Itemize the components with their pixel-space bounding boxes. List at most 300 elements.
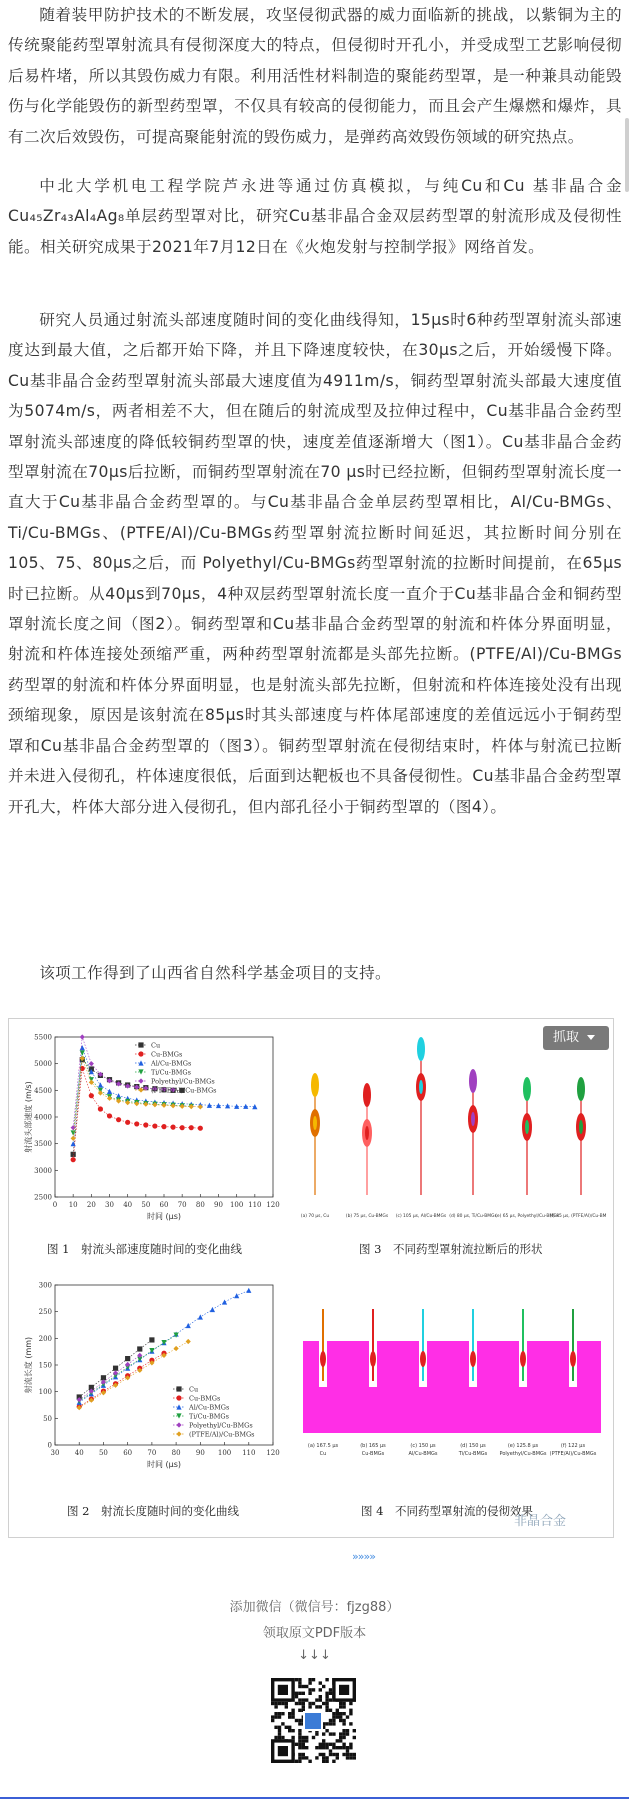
jet-head [311,1073,319,1097]
qr-module [319,1698,322,1701]
x-tick-label: 100 [217,1449,232,1457]
penetration-label: (e) 125.8 μs [507,1443,539,1449]
qr-module [339,1739,342,1742]
qr-module [336,1712,339,1715]
fig3-caption: 图 3 不同药型罩射流拉断后的形状 [359,1242,543,1256]
jet-4 [495,1077,559,1219]
qr-module [349,1702,352,1705]
series-line [79,1355,140,1399]
x-tick-label: 90 [195,1449,205,1457]
qr-module [325,1695,328,1698]
qr-module [329,1719,332,1722]
qr-module [298,1729,301,1732]
qr-module [319,1681,322,1684]
qr-module [298,1722,301,1725]
penetration-label: (f) 122 μs [560,1443,586,1449]
qr-module [329,1732,332,1735]
qr-module [339,1712,342,1715]
legend-label: Cu-BMGs [151,1050,183,1059]
y-tick-label: 3000 [34,1166,52,1175]
data-point [186,1323,191,1328]
qr-module [305,1739,308,1742]
qr-module [278,1729,281,1732]
qr-module [342,1732,345,1735]
qr-module [329,1688,332,1691]
qr-module [278,1726,281,1729]
legend-label: Al/Cu-BMGs [189,1403,230,1412]
qr-module [339,1715,342,1718]
qr-module [332,1722,335,1725]
qr-module [308,1760,311,1763]
legend-label: Ti/Cu-BMGs [151,1068,191,1077]
qr-module [353,1753,356,1756]
qr-module [298,1702,301,1705]
qr-module [322,1702,325,1705]
fig3-panel [301,1035,606,1230]
jet-label: (e) 65 μs, Polyethyl/Cu-BMGs [495,1214,559,1219]
x-tick-label: 120 [266,1201,280,1209]
qr-module [322,1685,325,1688]
qr-module [291,1736,294,1739]
qr-module [271,1715,274,1718]
fig4-panel [301,1289,606,1479]
qr-module [285,1705,288,1708]
data-point [89,1061,94,1066]
jet-label: (a) 70 μs, Cu [301,1214,330,1219]
penetration-label: Cu [319,1451,327,1457]
qr-module [336,1756,339,1759]
data-point [116,1117,121,1122]
qr-module [302,1702,305,1705]
qr-module [332,1719,335,1722]
qr-module [346,1732,349,1735]
article-paragraph-3: 研究人员通过射流头部速度随时间的变化曲线得知，15μs时6种药型罩射流头部速度达到最大值，之后都开始下降，并且下降速度较快，在30μs之后，开始缓慢下降。Cu基非晶合金药型罩射流头部最大速度值为4911m/s，铜药型罩射流头部最大速度值为5074m/s，两者相差不大，但在随后的射流成型及拉伸过程中，Cu基非晶合金药型罩射流头部速度的降低较铜药型罩的快，速度差值逐渐增大（图1）。Cu基非晶合金药型罩射流在70μs后拉断，而铜药型罩射流在70 μs时已经拉断，但铜药型罩射流长度一直大于Cu基非晶合金药型罩的。与Cu基非晶合金单层药型罩相比，Al/Cu-BMGs、Ti/Cu-BMGs、(PTFE/Al)/Cu-BMGs药型罩射流拉断时间延迟，其拉断时间分别在105、75、80μs之后，而 Polyethyl/Cu-BMGs药型罩射流的拉断时间提前，在65μs时已拉断。从40μs到70μs，4种双层药型罩射流长度一直介于Cu基非晶合金和铜药型罩射流长度之间（图2）。铜药型罩和Cu基非晶合金药型罩的射流和杵体分界面明显，射流和杵体连接处颈缩严重，两种药型罩射流都是头部先拉断。(PTFE/Al)/Cu-BMGs药型罩的射流和杵体分界面明显，也是射流头部先拉断，但射流和杵体连接处没有出现颈缩现象，原因是该射流在85μs时其头部速度与杵体尾部速度的差值远远小于铜药型罩和Cu基非晶合金药型罩的（图3）。铜药型罩射流在侵彻结束时，杵体与射流已拉断并未进入侵彻孔，杵体速度很低，后面到达靶板也不具备侵彻性。Cu基非晶合金药型罩开孔大，杵体大部分进入侵彻孔，但内部孔径小于铜药型罩的（图4）。 [8,311,622,816]
jet-label: (d) 80 μs, Ti/Cu-BMGs [449,1214,497,1219]
qr-module [285,1726,288,1729]
jet-2 [396,1037,447,1219]
y-tick-label: 250 [38,1308,52,1317]
qr-module [312,1736,315,1739]
fig2-caption: 图 2 射流长度随时间的变化曲线 [67,1504,239,1518]
data-point [198,1126,203,1131]
qr-finder-core [339,1685,349,1695]
pdf-download-text: 领取原文PDF版本 [262,1626,367,1641]
qr-module [329,1692,332,1695]
qr-module [302,1685,305,1688]
qr-module [298,1685,301,1688]
qr-module [298,1753,301,1756]
jet-core [313,1116,317,1130]
y-tick-label: 50 [43,1414,52,1423]
series-line [79,1342,188,1408]
qr-module [298,1732,301,1735]
qr-module [302,1743,305,1746]
y-tick-label: 100 [38,1388,52,1397]
watermark: 非晶合金 [514,1514,567,1529]
qr-module [308,1678,311,1681]
x-tick-label: 90 [214,1201,223,1209]
qr-module [342,1702,345,1705]
qr-module [295,1692,298,1695]
qr-module [322,1746,325,1749]
jet-core [525,1120,529,1134]
y-tick-label: 150 [38,1361,52,1370]
qr-module [295,1678,298,1681]
qr-module [298,1743,301,1746]
qr-module [353,1756,356,1759]
x-tick-label: 50 [141,1201,151,1209]
x-tick-label: 70 [147,1449,157,1457]
qr-module [315,1698,318,1701]
qr-module [325,1692,328,1695]
data-point [107,1113,112,1118]
jet-0 [301,1073,329,1219]
data-point [71,1152,76,1157]
qr-module [325,1702,328,1705]
qr-module [305,1756,308,1759]
qr-module [342,1722,345,1725]
qr-module [302,1753,305,1756]
chevron-down-icon [587,1035,595,1040]
qr-module [298,1692,301,1695]
data-point [89,1093,94,1098]
x-axis-label: 时间 (μs) [146,1212,182,1221]
qr-module [308,1702,311,1705]
qr-module [308,1705,311,1708]
qr-module [325,1705,328,1708]
qr-module [319,1688,322,1691]
qr-module [342,1736,345,1739]
qr-module [291,1712,294,1715]
qr-module [288,1712,291,1715]
qr-module [329,1753,332,1756]
qr-module [274,1712,277,1715]
data-point [113,1370,118,1375]
qr-module [285,1702,288,1705]
qr-module [332,1732,335,1735]
qr-module [278,1712,281,1715]
qr-module [332,1712,335,1715]
article-paragraph-1: 随着装甲防护技术的不断发展，攻坚侵彻武器的威力面临新的挑战，以紫铜为主的传统聚能药型罩射流具有侵彻深度大的特点，但侵彻时开孔小，并受成型工艺影响侵彻后易杵堵，所以其毁伤威力有限。利用活性材料制造的聚能药型罩，是一种兼具动能毁伤与化学能毁伤的新型药型罩，不仅具有较高的侵彻能力，而且会产生爆燃和爆炸，具有二次后效毁伤，可提高聚能射流的毁伤威力，是弹药高效毁伤领域的研究热点。 [8,6,622,146]
qr-module [308,1692,311,1695]
data-point [113,1366,118,1371]
bottom-divider [0,1797,629,1799]
qr-module [319,1746,322,1749]
qr-module [346,1749,349,1752]
qr-module [278,1715,281,1718]
qr-module [339,1705,342,1708]
grab-label: 抓取 [553,1030,580,1045]
fig1-panel [23,1029,283,1229]
penetration-label: Ti/Cu-BMGs [458,1451,488,1457]
qr-module [325,1709,328,1712]
figure-image[interactable] [8,1018,614,1538]
qr-module [305,1685,308,1688]
data-point [198,1314,203,1319]
target-plate [303,1341,601,1433]
qr-module [298,1719,301,1722]
x-axis-label: 时间 (μs) [146,1460,182,1469]
data-point [143,1122,148,1127]
qr-module [319,1695,322,1698]
divider-arrows: »»»» [352,1550,375,1563]
legend-marker [138,1051,143,1056]
legend-label: Ti/Cu-BMGs [189,1412,229,1421]
jet-head [417,1037,425,1061]
down-arrows: ↓↓↓ [298,1648,331,1663]
qr-module [349,1722,352,1725]
data-point [80,1045,85,1050]
qr-module [336,1746,339,1749]
qr-module [349,1743,352,1746]
qr-module [315,1746,318,1749]
penetration-slug [320,1351,326,1367]
qr-module [305,1736,308,1739]
qr-module [349,1753,352,1756]
qr-module [322,1743,325,1746]
jet-1 [346,1083,389,1219]
qr-module [342,1712,345,1715]
x-tick-label: 70 [177,1201,187,1209]
qr-module [281,1736,284,1739]
qr-module [325,1698,328,1701]
legend-marker [138,1078,143,1083]
qr-module [312,1678,315,1681]
qr-module [342,1743,345,1746]
qr-module [315,1705,318,1708]
article-paragraph-4: 该项工作得到了山西省自然科学基金项目的支持。 [39,964,392,982]
qr-module [298,1756,301,1759]
qr-module [288,1729,291,1732]
data-point [180,1125,185,1130]
qr-module [295,1719,298,1722]
qr-module [325,1722,328,1725]
jet-core [365,1126,369,1140]
qr-module [274,1702,277,1705]
data-point [125,1356,130,1361]
penetration-slug [470,1351,476,1367]
legend-label: (PTFE/Al)/Cu-BMGs [189,1430,255,1439]
qr-module [315,1756,318,1759]
y-tick-label: 5500 [34,1033,52,1042]
qr-code-image [268,1670,358,1770]
jet-head [577,1077,585,1101]
qr-module [302,1746,305,1749]
legend-label: Polyethyl/Cu-BMGs [189,1421,253,1430]
qr-module [281,1712,284,1715]
jet-core [579,1120,583,1134]
qr-module [298,1739,301,1742]
penetration-slug [520,1351,526,1367]
y-tick-label: 4500 [34,1086,52,1095]
qr-module [322,1760,325,1763]
qr-module [302,1692,305,1695]
legend-marker [176,1431,181,1436]
fig1-caption: 图 1 射流头部速度随时间的变化曲线 [47,1242,242,1256]
qr-module [342,1746,345,1749]
x-tick-label: 40 [74,1449,84,1457]
qr-module [332,1760,335,1763]
y-tick-label: 2500 [34,1193,52,1202]
fig4-caption: 图 4 不同药型罩射流的侵彻效果 [361,1504,533,1518]
x-tick-label: 110 [242,1449,256,1457]
x-tick-label: 60 [159,1201,169,1209]
penetration-slug [420,1351,426,1367]
qr-module [349,1756,352,1759]
data-point [149,1337,154,1342]
y-tick-label: 0 [47,1441,52,1450]
legend-label: Polyethyl/Cu-BMGs [151,1077,215,1086]
legend-label: Al/Cu-BMGs [151,1059,192,1068]
qr-module [278,1732,281,1735]
qr-module [339,1702,342,1705]
grab-button[interactable] [543,1026,609,1050]
fig2-panel [23,1277,283,1477]
x-tick-label: 40 [123,1201,133,1209]
qr-module [336,1715,339,1718]
y-tick-label: 300 [38,1281,52,1290]
qr-module [336,1753,339,1756]
qr-module [342,1719,345,1722]
qr-logo [304,1712,322,1730]
qr-module [336,1709,339,1712]
legend-label: (PTFE/Al)/Cu-BMGs [151,1086,217,1095]
qr-module [322,1739,325,1742]
x-tick-label: 20 [86,1201,96,1209]
scrollbar[interactable] [625,118,629,192]
data-point [71,1125,76,1130]
x-tick-label: 80 [195,1201,205,1209]
qr-module [274,1705,277,1708]
legend-marker [176,1422,181,1427]
jet-label: (b) 75 μs, Cu-BMGs [345,1214,389,1219]
penetration-label: (a) 167.5 μs [307,1443,339,1449]
penetration-label: Polyethyl/Cu-BMGs [499,1451,547,1457]
qr-module [325,1756,328,1759]
qr-module [305,1698,308,1701]
data-point [80,1034,85,1039]
qr-module [274,1715,277,1718]
data-point [246,1288,251,1293]
penetration-label: Cu-BMGs [361,1451,385,1457]
x-tick-label: 30 [50,1449,60,1457]
legend-label: Cu [151,1041,161,1050]
qr-finder-core [278,1746,288,1756]
qr-module [308,1681,311,1684]
article-paragraph-2: 中北大学机电工程学院芦永进等通过仿真模拟，与纯Cu和Cu 基非晶合金Cu₄₅Zr₄₃Al₄Ag₈单层药型罩对比，研究Cu基非晶合金双层药型罩的射流形成及侵彻性能。相关研究成果于2021年7月12日在《火炮发射与控制学报》网络首发。 [8,177,622,256]
series-3 [77,1333,179,1404]
qr-module [302,1705,305,1708]
y-tick-label: 3500 [34,1140,52,1149]
qr-module [302,1736,305,1739]
jet-head [363,1083,371,1107]
legend-marker [176,1386,181,1391]
qr-module [295,1695,298,1698]
x-tick-label: 30 [105,1201,114,1209]
qr-module [322,1753,325,1756]
x-tick-label: 110 [248,1201,262,1209]
fig1-chart [23,1029,283,1229]
qr-module [295,1760,298,1763]
qr-module [288,1715,291,1718]
data-point [71,1157,76,1162]
qr-module [325,1746,328,1749]
qr-module [325,1760,328,1763]
jet-label: (c) 105 μs, Al/Cu-BMGs [395,1214,447,1219]
data-point [189,1125,194,1130]
jet-core [419,1080,423,1094]
qr-module [281,1702,284,1705]
qr-module [298,1678,301,1681]
x-tick-label: 60 [123,1449,133,1457]
qr-module [353,1736,356,1739]
qr-module [278,1736,281,1739]
qr-module [291,1715,294,1718]
data-point [234,1293,239,1298]
qr-module [298,1709,301,1712]
qr-module [346,1756,349,1759]
qr-module [349,1746,352,1749]
jet-5 [550,1077,606,1219]
jet-head [469,1069,477,1093]
penetration-label: (PTFE/Al)/Cu-BMGs [549,1451,597,1457]
jet-label: (f) 85 μs, (PTFE/Al)/Cu-BMGs [549,1214,606,1219]
series-0 [77,1337,155,1399]
x-tick-label: 10 [68,1201,78,1209]
qr-module [339,1746,342,1749]
qr-module [322,1756,325,1759]
qr-module [346,1746,349,1749]
qr-module [322,1732,325,1735]
y-tick-label: 200 [38,1334,52,1343]
qr-module [346,1753,349,1756]
wechat-contact: 添加微信（微信号：fjzg88） [229,1600,400,1615]
qr-module [308,1688,311,1691]
penetration-label: (b) 165 μs [360,1443,386,1449]
qr-module [298,1736,301,1739]
penetration-label: (d) 150 μs [460,1443,486,1449]
data-point [161,1124,166,1129]
qr-code[interactable] [268,1670,358,1770]
legend-marker [176,1395,181,1400]
data-point [222,1299,227,1304]
data-point [125,1120,130,1125]
qr-module [312,1702,315,1705]
penetration-label: Al/Cu-BMGs [408,1451,438,1457]
qr-module [298,1698,301,1701]
data-point [210,1307,215,1312]
qr-module [291,1729,294,1732]
legend-label: Cu [189,1385,199,1394]
qr-module [342,1729,345,1732]
qr-module [342,1753,345,1756]
x-tick-label: 80 [171,1449,181,1457]
x-tick-label: 0 [52,1201,58,1209]
qr-module [319,1753,322,1756]
qr-module [302,1739,305,1742]
y-tick-label: 4000 [34,1113,52,1122]
qr-module [349,1712,352,1715]
legend-marker [138,1042,143,1047]
qr-module [336,1739,339,1742]
qr-finder-core [278,1685,288,1695]
qr-module [271,1702,274,1705]
qr-module [278,1702,281,1705]
qr-module [271,1719,274,1722]
qr-module [325,1678,328,1681]
qr-module [346,1729,349,1732]
qr-module [274,1726,277,1729]
